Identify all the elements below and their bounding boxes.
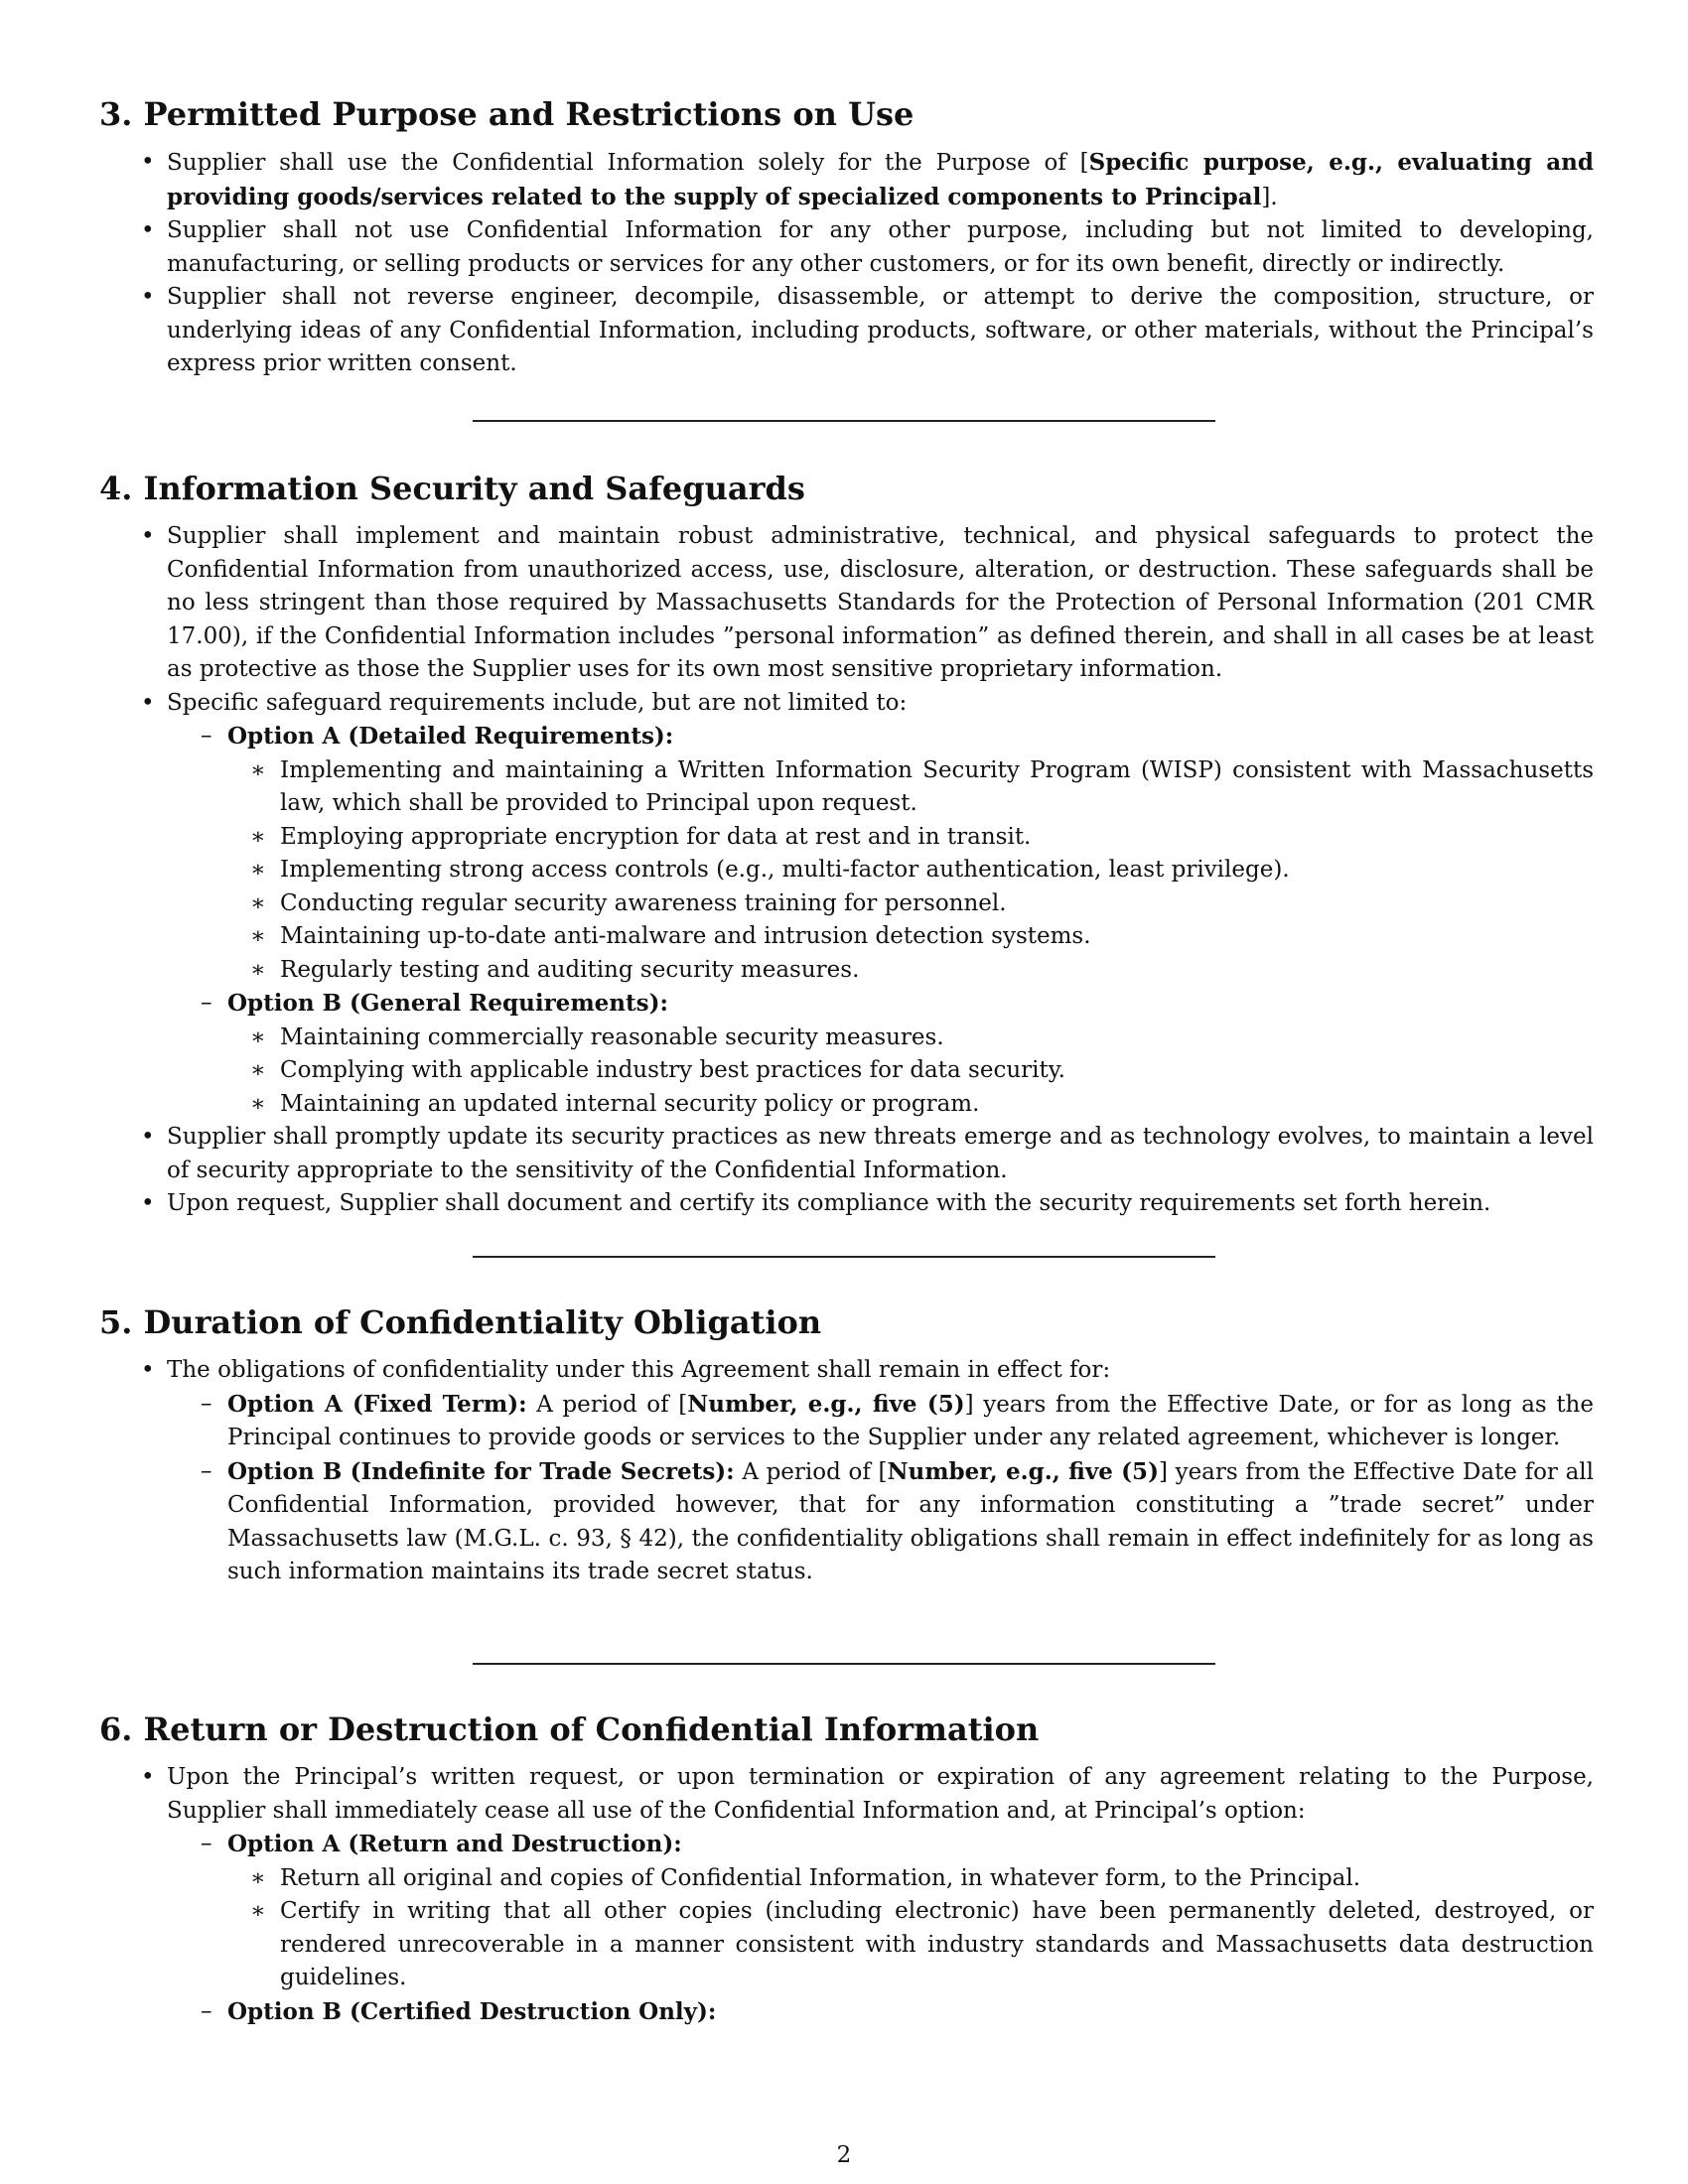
section-3	[99, 94, 1594, 381]
option-label-text: Option A (Detailed Requirements):	[227, 723, 674, 750]
section-6	[99, 1709, 1594, 2029]
item-text: ] years from the Effective Date for all Confidential Information, provided however, that for any information constituting a ”trade secret” under Massachusetts law (M.G.L. c. 93, § 42), the confidentiality obligations shall remain in effect indefinitely for as long as such information maintains its trade secret status.	[227, 1458, 1594, 1584]
item-text: Supplier shall use the Confidential Information solely for the Purpose of [	[167, 150, 1089, 176]
item-bold-text: Number, e.g., five (5)	[687, 1390, 965, 1418]
sub-list-item: ∗ Conducting regular security awareness training for personnel.	[99, 887, 1594, 921]
list-item: • The obligations of confidentiality under this Agreement shall remain in effect for:	[99, 1354, 1594, 1388]
sub-list-item: ∗ Employing appropriate encryption for data at rest and in transit.	[99, 821, 1594, 855]
page-number: 2	[836, 2142, 852, 2168]
section-4	[99, 469, 1594, 1221]
sub-list-item: ∗ Complying with applicable industry best practices for data security.	[99, 1054, 1594, 1088]
section-4-heading: 4. Information Security and Safeguards	[99, 470, 805, 507]
list-item	[99, 146, 1594, 214]
list-item: • Supplier shall implement and maintain robust administrative, technical, and physical safeguards to protect the Confidential Information from unauthorized access, use, disclosure, alteration, or destruction. These safeguards shall be no less stringent than those required by Massachusetts Standards for the Protection of Personal Information (201 CMR 17.00), if the Confidential Information includes ”personal information” as defined therein, and shall in all cases be at least as protective as those the Supplier uses for its own most sensitive proprietary information.	[99, 520, 1594, 687]
list-item: • Upon the Principal’s written request, or upon termination or expiration of any agreement relating to the Purpose, Supplier shall immediately cease all use of the Confidential Information and, at Principal’s option:	[99, 1761, 1594, 1828]
sub-list-item: ∗ Maintaining commercially reasonable security measures.	[99, 1022, 1594, 1055]
item-text: ].	[1261, 184, 1278, 210]
item-bold-text: Number, e.g., five (5)	[887, 1457, 1159, 1485]
option-label-text: Option A (Fixed Term):	[227, 1390, 527, 1418]
section-6-heading: 6. Return or Destruction of Confidential Information	[99, 1710, 1040, 1748]
section-divider	[473, 1663, 1215, 1665]
list-item: • Supplier shall promptly update its security practices as new threats emerge and as technology evolves, to maintain a level of security appropriate to the sensitivity of the Confidential Information.	[99, 1121, 1594, 1187]
section-divider	[473, 1256, 1215, 1258]
list-item: • Supplier shall not reverse engineer, decompile, disassemble, or attempt to derive the composition, structure, or underlying ideas of any Confidential Information, including products, software, or other materials, without the Principal’s express prior written consent.	[99, 281, 1594, 381]
sub-list-item: ∗ Regularly testing and auditing security measures.	[99, 954, 1594, 988]
sub-list-item: ∗ Certify in writing that all other copies (including electronic) have been permanently deleted, destroyed, or rendered unrecoverable in a manner consistent with industry standards and Massachusetts data destruction guidelines.	[99, 1895, 1594, 1995]
section-divider	[473, 420, 1215, 422]
option-a-label	[99, 720, 1594, 754]
sub-list-item: ∗ Maintaining up-to-date anti-malware and intrusion detection systems.	[99, 920, 1594, 954]
sub-list-item: ∗ Implementing strong access controls (e.g., multi-factor authentication, least privilege).	[99, 854, 1594, 887]
option-label-text: Option B (Certified Destruction Only):	[227, 1997, 717, 2025]
option-b-item	[99, 1455, 1594, 1589]
item-text: A period of [	[526, 1391, 688, 1418]
section-5-list	[99, 1354, 1594, 1589]
section-3-heading: 3. Permitted Purpose and Restrictions on Use	[99, 95, 914, 133]
sub-list-item: ∗ Maintaining an updated internal security policy or program.	[99, 1088, 1594, 1122]
section-5	[99, 1302, 1594, 1589]
section-3-list	[99, 146, 1594, 381]
option-b-label	[99, 1995, 1594, 2030]
option-label-text: Option B (Indefinite for Trade Secrets):	[227, 1457, 735, 1485]
list-item: • Upon request, Supplier shall document and certify its compliance with the security requirements set forth herein.	[99, 1187, 1594, 1221]
list-item: • Specific safeguard requirements include, but are not limited to:	[99, 687, 1594, 721]
option-label-text: Option A (Return and Destruction):	[227, 1831, 682, 1857]
option-label-text: Option B (General Requirements):	[227, 990, 668, 1017]
item-text: ] years from the Effective Date, or for as long as the Principal continues to provide goods or services to the Supplier under any related agreement, whichever is longer.	[227, 1391, 1594, 1450]
section-6-list	[99, 1761, 1594, 2029]
item-bold-text: Specific purpose, e.g., evaluating and providing goods/services related to the supply of specialized components to Principal	[167, 149, 1594, 210]
sub-list-item: ∗ Return all original and copies of Confidential Information, in whatever form, to the Principal.	[99, 1862, 1594, 1896]
option-a-item	[99, 1388, 1594, 1455]
section-4-list	[99, 520, 1594, 1221]
option-a-label	[99, 1828, 1594, 1862]
sub-list-item: ∗ Implementing and maintaining a Written Information Security Program (WISP) consistent with Massachusetts law, which shall be provided to Principal upon request.	[99, 754, 1594, 821]
list-item: • Supplier shall not use Confidential Information for any other purpose, including but not limited to developing, manufacturing, or selling products or services for any other customers, or for its own benefit, directly or indirectly.	[99, 214, 1594, 281]
option-b-label	[99, 987, 1594, 1022]
item-text: A period of [	[734, 1458, 888, 1485]
section-5-heading: 5. Duration of Confidentiality Obligation	[99, 1303, 822, 1341]
